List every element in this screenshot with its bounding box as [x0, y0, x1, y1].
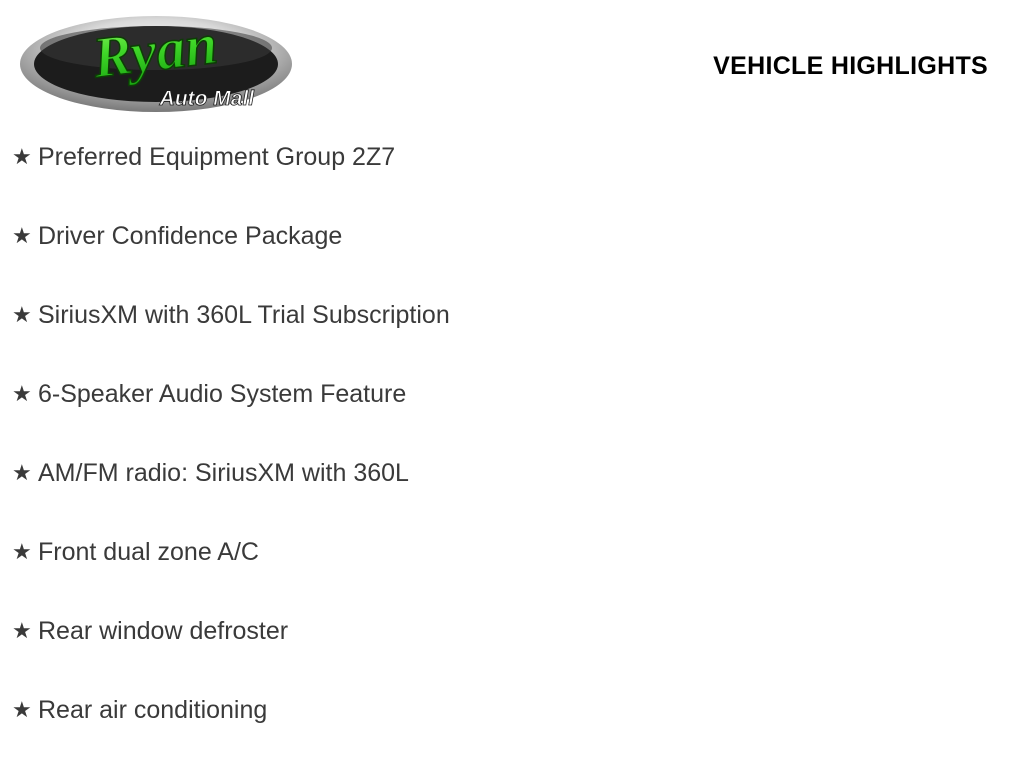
- star-icon: ★: [12, 618, 32, 643]
- star-icon: ★: [12, 302, 32, 327]
- list-item-label: 6-Speaker Audio System Feature: [38, 380, 407, 408]
- star-icon: ★: [12, 144, 32, 169]
- svg-text:Ryan: Ryan: [89, 10, 221, 91]
- list-item: [0, 535, 1024, 614]
- page-header: [0, 0, 1024, 128]
- vehicle-highlights-list: [0, 140, 1024, 772]
- list-item-label: Preferred Equipment Group 2Z7: [38, 143, 396, 171]
- star-icon: ★: [12, 697, 32, 722]
- list-item: [0, 140, 1024, 219]
- list-item-label: Driver Confidence Package: [38, 222, 343, 250]
- svg-text:Auto Mall: Auto Mall: [157, 87, 257, 110]
- list-item: [0, 693, 1024, 772]
- list-item: [0, 298, 1024, 377]
- page-title: VEHICLE HIGHLIGHTS: [713, 52, 988, 80]
- list-item: [0, 377, 1024, 456]
- list-item: [0, 456, 1024, 535]
- star-icon: ★: [12, 460, 32, 485]
- list-item-label: Rear window defroster: [38, 617, 289, 645]
- list-item-label: SiriusXM with 360L Trial Subscription: [38, 301, 450, 329]
- ryan-auto-mall-logo: [18, 8, 293, 120]
- list-item-label: Front dual zone A/C: [38, 538, 259, 566]
- star-icon: ★: [12, 539, 32, 564]
- star-icon: ★: [12, 381, 32, 406]
- list-item: [0, 614, 1024, 693]
- list-item-label: Rear air conditioning: [38, 696, 268, 724]
- list-item: [0, 219, 1024, 298]
- star-icon: ★: [12, 223, 32, 248]
- list-item-label: AM/FM radio: SiriusXM with 360L: [38, 459, 409, 487]
